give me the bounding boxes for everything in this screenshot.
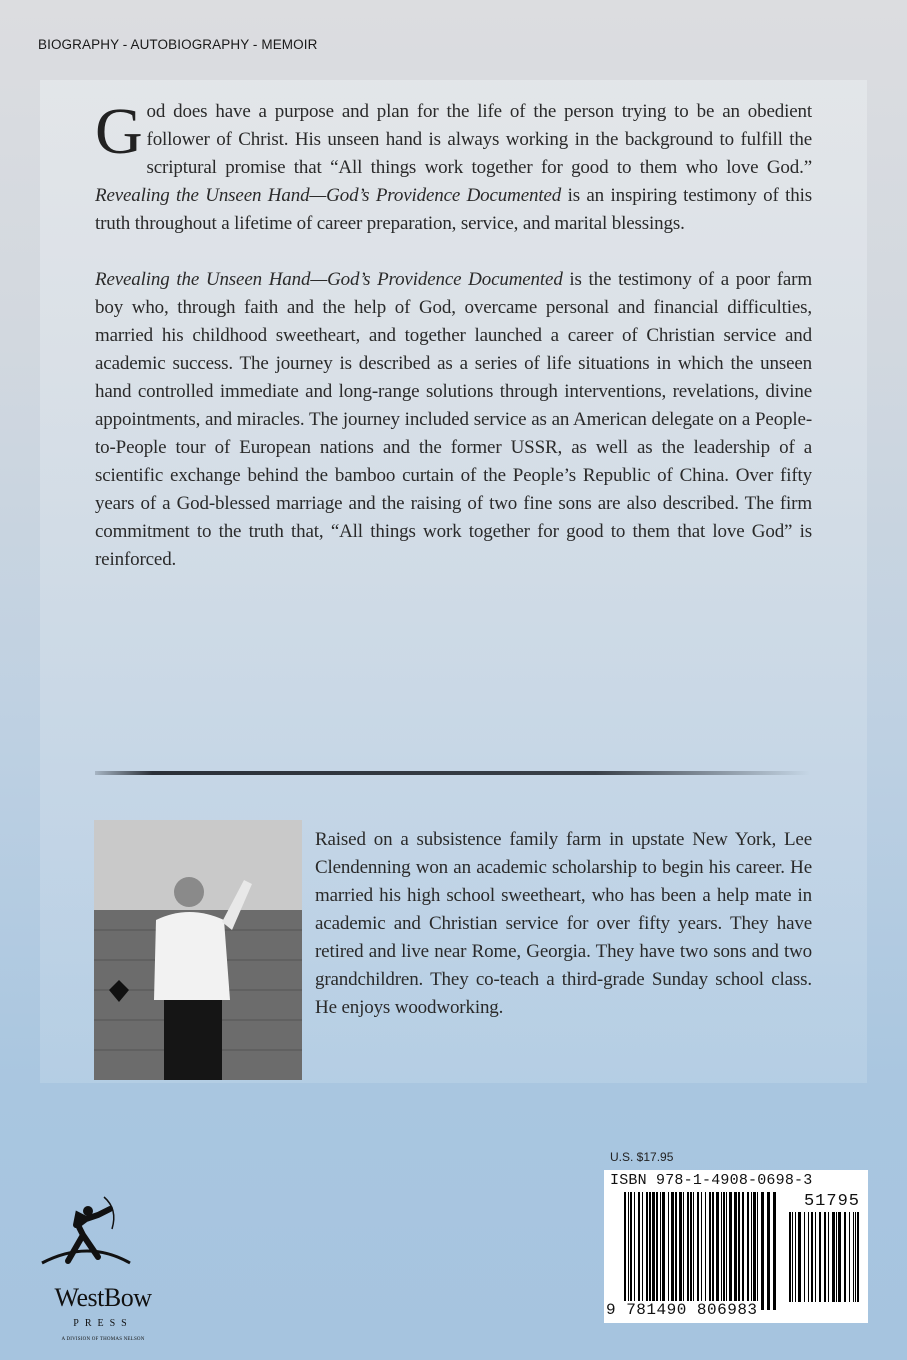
barcode-bar — [646, 1192, 648, 1310]
barcode-bar — [628, 1192, 629, 1310]
barcode-bar — [716, 1192, 719, 1310]
barcode-bar — [701, 1192, 702, 1310]
blurb-text: od does have a purpose and plan for the life of the person trying to be an obedient follower of Christ. His unseen hand is always working in the background to fulfill the scriptural promise that “All things work together for good to them who love God.” — [146, 101, 812, 178]
barcode-bar — [660, 1192, 661, 1310]
barcode-bar — [789, 1212, 791, 1302]
barcode-bar — [857, 1212, 859, 1302]
barcode-bar — [690, 1192, 692, 1310]
barcode-bar — [649, 1192, 651, 1310]
barcode-bar — [729, 1192, 732, 1310]
barcode-bar — [742, 1192, 744, 1310]
barcode-bar — [773, 1192, 776, 1310]
book-title: Revealing the Unseen Hand—God’s Providence Documented — [95, 269, 563, 290]
barcode-bar — [712, 1192, 714, 1310]
price: U.S. $17.95 — [610, 1150, 674, 1164]
book-title: Revealing the Unseen Hand—God’s Providence Documented — [95, 185, 562, 206]
barcode-bar — [853, 1212, 854, 1302]
barcode-bar — [849, 1212, 850, 1302]
blurb-paragraph-1 — [95, 95, 812, 238]
publisher-sub: PRESS — [73, 1318, 133, 1329]
author-photo — [94, 820, 302, 1080]
drop-cap: G — [95, 95, 143, 168]
barcode-bar — [656, 1192, 658, 1310]
barcode-bar — [726, 1192, 727, 1310]
blurb-text: is the testimony of a poor farm boy who, through faith and the help of God, overcame personal and financial difficulties, married his childhood sweetheart, and together launched a career of Christian service and academic success. The journey is described as a series of life situations in which the unseen hand controlled immediate and long-range solutions through interventions, revelations, divine appointments, and miracles. The journey included service as an American delegate on a People-to-People tour of European nations and the former USSR, as well as the leadership of a scientific exchange behind the bamboo curtain of the People’s Republic of China. Over fifty years of a God-blessed marriage and the raising of two fine sons are also described. The firm commitment to the truth that, “All things work together for good to them that love God” is reinforced. — [95, 269, 812, 570]
barcode-bar — [836, 1212, 837, 1302]
barcode-bar — [679, 1192, 682, 1310]
isbn-text: ISBN 978-1-4908-0698-3 — [610, 1172, 813, 1189]
barcode-bar — [798, 1212, 801, 1302]
divider — [95, 771, 810, 775]
barcode-bar — [634, 1192, 635, 1310]
barcode-bar — [697, 1192, 699, 1310]
barcode-bar — [723, 1192, 725, 1310]
barcode-bar — [683, 1192, 684, 1310]
barcode-bar — [709, 1192, 711, 1310]
barcode-bar — [671, 1192, 674, 1310]
barcode-bar — [738, 1192, 740, 1310]
barcode-bar — [808, 1212, 809, 1302]
barcode-bar — [747, 1192, 749, 1310]
barcode-bar — [844, 1212, 846, 1302]
publisher-name: WestBow — [54, 1283, 152, 1312]
genre-label: BIOGRAPHY - AUTOBIOGRAPHY - MEMOIR — [38, 37, 318, 52]
barcode-bar — [804, 1212, 805, 1302]
barcode-bar — [675, 1192, 677, 1310]
barcode-bar — [795, 1212, 796, 1302]
barcode-bar — [734, 1192, 737, 1310]
isbn-barcode — [604, 1170, 868, 1323]
ean-number: 9 781490 806983 — [606, 1301, 758, 1319]
barcode-bar — [811, 1212, 813, 1302]
barcode-bar — [832, 1212, 835, 1302]
barcode-bar — [761, 1192, 764, 1310]
barcode-bar — [668, 1192, 669, 1310]
barcode-bar — [705, 1192, 706, 1310]
barcode-bar — [693, 1192, 694, 1310]
blurb-paragraph-2 — [95, 266, 812, 574]
barcode-bar — [652, 1192, 655, 1310]
price-code: 51795 — [803, 1192, 860, 1211]
author-photo-image — [94, 820, 302, 1080]
barcode-bar — [767, 1192, 770, 1310]
barcode-bar — [630, 1192, 632, 1310]
barcode-bar — [642, 1192, 643, 1310]
barcode-bar — [721, 1192, 722, 1310]
barcode-bar — [624, 1192, 626, 1310]
barcode-bar — [815, 1212, 816, 1302]
barcode-bar — [819, 1212, 821, 1302]
blurb-text: is an inspiring testimony of this truth throughout a lifetime of career preparation, service, and marital blessings. — [95, 185, 812, 234]
barcode-bar — [855, 1212, 856, 1302]
barcode-bar — [687, 1192, 689, 1310]
book-blurb — [95, 95, 812, 602]
barcode-bar — [838, 1212, 841, 1302]
barcode-bar — [753, 1192, 756, 1310]
barcode-bar — [662, 1192, 665, 1310]
barcode-bar — [638, 1192, 640, 1310]
barcode-bar — [828, 1212, 829, 1302]
archer-logo-icon — [38, 1195, 168, 1285]
barcode-bar — [757, 1192, 758, 1310]
barcode-bar — [792, 1212, 793, 1302]
author-bio: Raised on a subsistence family farm in upstate New York, Lee Clendenning won an academic scholarship to begin his career. He married his high school sweetheart, who has been a help mate in academic and Christian service for over fifty years. They have retired and live near Rome, Georgia. They have two sons and two grandchildren. They co-teach a third-grade Sunday school class. He enjoys woodworking. — [315, 829, 812, 1018]
barcode-bar — [824, 1212, 826, 1302]
barcode-bar — [751, 1192, 752, 1310]
publisher-logo — [38, 1195, 168, 1342]
publisher-division: A DIVISION OF THOMAS NELSON — [61, 1337, 145, 1342]
